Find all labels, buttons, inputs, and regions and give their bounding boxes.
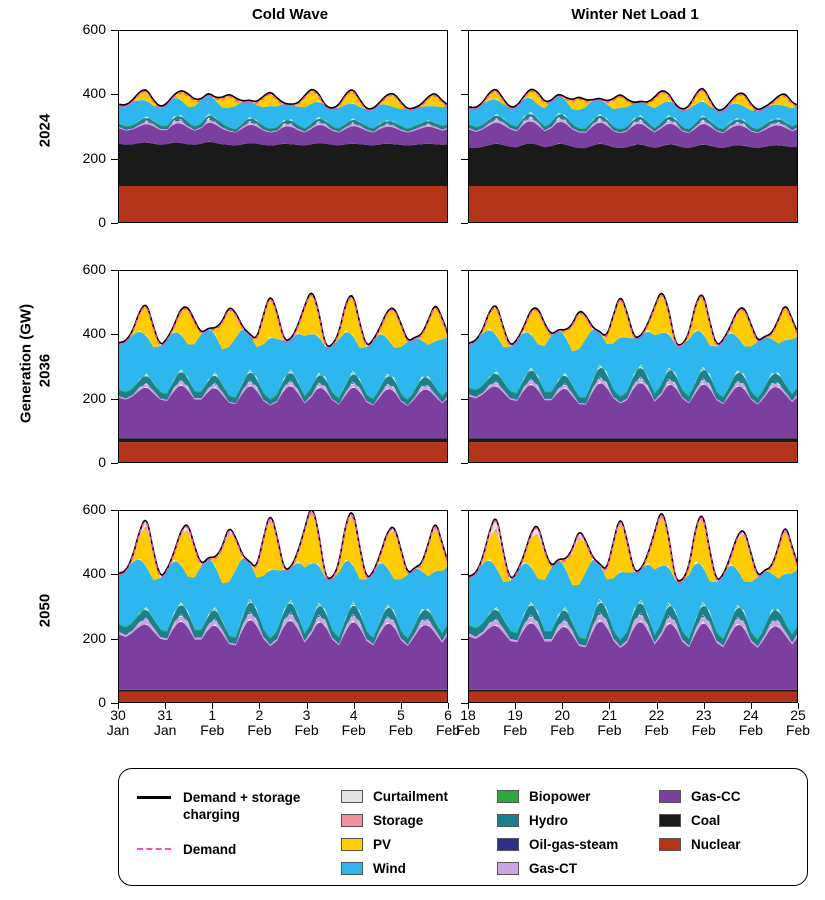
x-tick-month: Feb [550, 722, 575, 738]
x-tick-mark [165, 703, 166, 709]
x-tick-label [448, 708, 488, 738]
x-tick-day: 19 [507, 707, 523, 723]
x-tick-label [778, 708, 818, 738]
x-tick-day: 20 [554, 707, 571, 723]
x-tick-month: Feb [388, 722, 413, 738]
x-tick-mark [259, 703, 260, 709]
x-tick-month: Feb [435, 722, 461, 738]
legend-label: Gas-CC [691, 789, 741, 804]
panel-2050-winter-net-load [468, 510, 798, 703]
y-tick-mark [111, 510, 118, 511]
x-tick-label [145, 708, 185, 738]
x-tick-mark [657, 703, 658, 709]
y-tick-label: 0 [98, 214, 106, 230]
y-tick-mark [111, 334, 118, 335]
y-tick-label: 400 [82, 565, 106, 582]
y-tick-label: 400 [82, 325, 106, 342]
y-tick-mark [461, 94, 468, 95]
y-tick-mark [111, 703, 118, 704]
y-tick-mark [461, 574, 468, 575]
y-tick-mark [111, 574, 118, 575]
x-tick-label [381, 708, 421, 738]
x-tick-month: Jan [106, 722, 130, 738]
y-tick-label: 600 [82, 501, 106, 517]
x-tick-label [542, 708, 582, 738]
x-tick-month: Feb [455, 722, 481, 738]
legend-label: Storage [373, 813, 424, 828]
x-tick-day: 30 [110, 707, 126, 723]
y-tick-mark [111, 270, 118, 271]
legend-line-demand [137, 848, 171, 850]
x-tick-day: 6 [444, 707, 452, 723]
x-tick-mark [798, 703, 799, 709]
y-tick-label: 200 [82, 389, 106, 406]
legend-swatch [341, 862, 363, 875]
legend-swatch [497, 814, 519, 827]
legend-label: Hydro [529, 813, 569, 828]
x-tick-mark [751, 703, 752, 709]
x-tick-day: 18 [460, 707, 476, 723]
panel-2050-cold-wave [118, 510, 448, 703]
x-tick-day: 5 [396, 707, 405, 723]
row-label-2050: 2050 [36, 593, 54, 628]
x-tick-day: 24 [743, 707, 759, 723]
y-tick-label: 200 [82, 149, 106, 166]
y-tick-mark [111, 30, 118, 31]
x-tick-month: Feb [597, 722, 622, 738]
y-tick-label: 600 [82, 21, 106, 37]
x-tick-label [589, 708, 629, 738]
x-tick-label [731, 708, 771, 738]
x-tick-month: Feb [785, 722, 811, 738]
legend [118, 768, 808, 886]
y-tick-label: 600 [82, 261, 106, 277]
x-tick-day: 4 [349, 707, 358, 723]
x-tick-label [495, 708, 535, 738]
y-tick-mark [461, 223, 468, 224]
column-title-winter-net-load: Winter Net Load 1 [571, 6, 699, 23]
x-tick-mark [354, 703, 355, 709]
legend-label: Demand + storage charging [183, 790, 301, 822]
x-tick-day: 23 [695, 707, 712, 723]
x-tick-day: 3 [302, 707, 311, 723]
y-tick-mark [461, 30, 468, 31]
x-tick-label [239, 708, 279, 738]
x-tick-month: Feb [644, 722, 669, 738]
x-tick-day: 21 [601, 707, 618, 723]
y-tick-mark [111, 463, 118, 464]
y-tick-label: 0 [98, 694, 106, 710]
x-tick-label [98, 708, 138, 738]
x-tick-month: Feb [341, 722, 366, 738]
x-tick-mark [118, 703, 119, 709]
x-tick-label [334, 708, 374, 738]
x-tick-label [192, 708, 232, 738]
legend-label: Curtailment [373, 789, 449, 804]
x-tick-mark [562, 703, 563, 709]
y-tick-mark [461, 270, 468, 271]
y-tick-mark [111, 399, 118, 400]
x-tick-label [637, 708, 677, 738]
panel-2024-cold-wave [118, 30, 448, 223]
legend-label: Oil-gas-steam [529, 837, 619, 852]
y-tick-mark [461, 399, 468, 400]
x-tick-month: Feb [691, 722, 716, 738]
y-tick-mark [461, 639, 468, 640]
y-tick-mark [111, 94, 118, 95]
panel-2024-winter-net-load [468, 30, 798, 223]
legend-swatch [341, 790, 363, 803]
x-tick-label [684, 708, 724, 738]
x-tick-mark [609, 703, 610, 709]
x-tick-month: Jan [153, 722, 177, 738]
row-label-2036: 2036 [36, 353, 54, 388]
y-tick-mark [111, 223, 118, 224]
x-tick-mark [468, 703, 469, 709]
x-tick-day: 1 [208, 707, 217, 723]
legend-label: PV [373, 837, 392, 852]
x-tick-month: Feb [200, 722, 225, 738]
panel-2036-winter-net-load [468, 270, 798, 463]
y-tick-mark [111, 639, 118, 640]
x-tick-day: 25 [790, 707, 806, 723]
x-tick-mark [401, 703, 402, 709]
legend-swatch [497, 862, 519, 875]
legend-label: Demand [183, 842, 237, 857]
legend-label: Wind [373, 861, 406, 876]
y-tick-label: 0 [98, 454, 106, 470]
panel-2036-cold-wave [118, 270, 448, 463]
legend-swatch [659, 814, 681, 827]
legend-label: Biopower [529, 789, 591, 804]
y-tick-label: 200 [82, 629, 106, 646]
x-tick-label [287, 708, 327, 738]
legend-label: Gas-CT [529, 861, 578, 876]
x-tick-mark [515, 703, 516, 709]
x-tick-day: 31 [157, 707, 173, 723]
x-tick-mark [307, 703, 308, 709]
y-tick-mark [461, 463, 468, 464]
legend-label: Coal [691, 813, 721, 828]
y-tick-mark [111, 159, 118, 160]
y-tick-mark [461, 703, 468, 704]
x-tick-day: 22 [648, 707, 665, 723]
x-tick-mark [704, 703, 705, 709]
y-tick-mark [461, 334, 468, 335]
legend-swatch [341, 814, 363, 827]
x-tick-day: 2 [255, 707, 264, 723]
y-tick-mark [461, 159, 468, 160]
legend-line-demand-storage [137, 796, 171, 799]
y-tick-label: 400 [82, 85, 106, 102]
x-tick-month: Feb [738, 722, 763, 738]
legend-swatch [341, 838, 363, 851]
legend-swatch [659, 790, 681, 803]
legend-label: Nuclear [691, 837, 741, 852]
x-tick-month: Feb [247, 722, 272, 738]
legend-swatch [497, 790, 519, 803]
y-tick-mark [461, 510, 468, 511]
y-axis-label: Generation (GW) [17, 303, 35, 424]
x-tick-month: Feb [294, 722, 319, 738]
legend-swatch [497, 838, 519, 851]
x-tick-month: Feb [503, 722, 528, 738]
row-label-2024: 2024 [36, 113, 54, 148]
x-tick-mark [212, 703, 213, 709]
column-title-cold-wave: Cold Wave [251, 6, 329, 23]
legend-swatch [659, 838, 681, 851]
